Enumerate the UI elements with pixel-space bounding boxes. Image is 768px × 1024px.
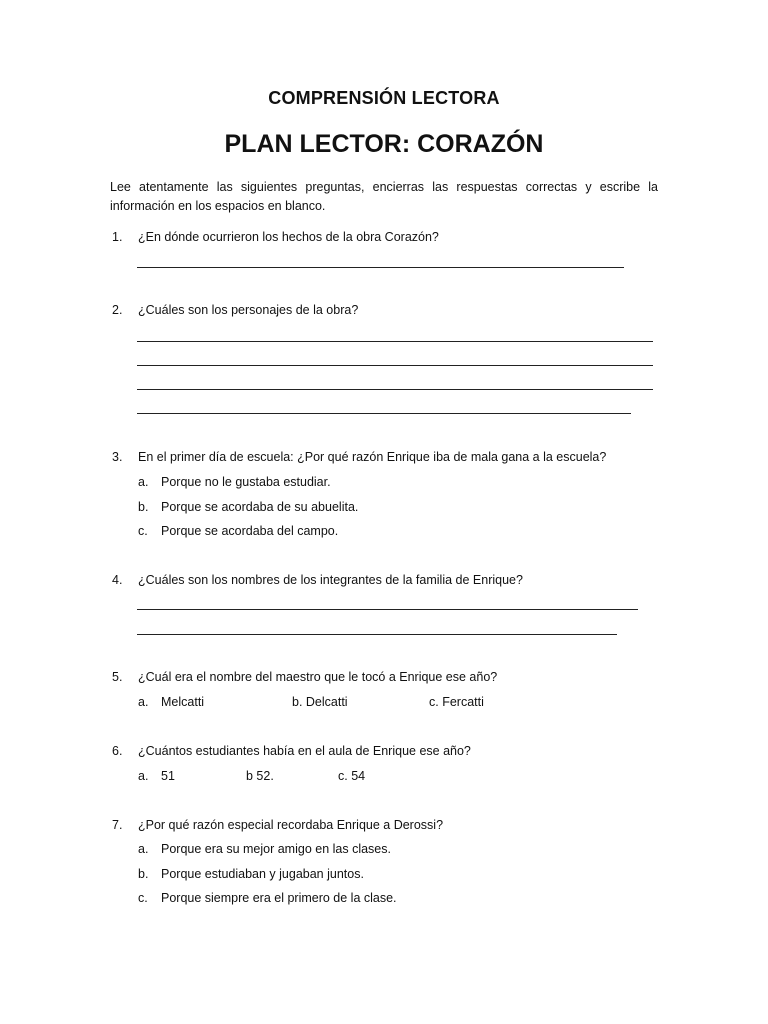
answer-line[interactable] bbox=[137, 413, 631, 414]
worksheet-page: COMPRENSIÓN LECTORA PLAN LECTOR: CORAZÓN Lee atentamente las siguientes preguntas, encierras las respuestas correctas y escribe la información en los espacios en blanco. 1. ¿En dónde ocurrieron los hechos de la obra Corazón? 2. ¿Cuáles son los personajes de la obra? 3. En el primer día de escuela: ¿Por qué razón Enrique iba de mala gana a la escuela? a. Porque no le gustaba estudiar. b. Porque se acordaba de su abuelita. c. Porque se acordaba del campo. 4. ¿Cuáles son los nombres de los integrantes de la familia de Enrique? 5. ¿Cuál era el nombre del maestro que le tocó a Enrique ese año? a. Melcatti b. Delcatti c. Fercatti 6. ¿Cuántos estudiantes había en el aula de Enrique ese año? a. 51 b 52. c. 54 7. ¿Por qué razón especial recordaba Enrique a Derossi? a. Porque era su mejor amigo en las clases. b. Porque estudiaban y jugaban juntos. c. Porque siempre era el primero de la clase. bbox=[0, 0, 768, 1024]
question-text: ¿Cuáles son los nombres de los integrantes de la familia de Enrique? bbox=[138, 573, 523, 587]
question-number: 4. bbox=[112, 573, 123, 587]
answer-line[interactable] bbox=[137, 365, 653, 366]
option-c[interactable]: c. 54 bbox=[338, 769, 366, 783]
page-title: COMPRENSIÓN LECTORA bbox=[268, 88, 500, 108]
question-text: ¿Por qué razón especial recordaba Enrique a Derossi? bbox=[138, 818, 444, 832]
question-number: 1. bbox=[112, 230, 123, 244]
answer-line[interactable] bbox=[137, 609, 638, 610]
question-text: ¿Cuáles son los personajes de la obra? bbox=[138, 303, 359, 317]
option-c[interactable]: c. Fercatti bbox=[429, 695, 484, 709]
question-number: 5. bbox=[112, 670, 123, 684]
question-number: 2. bbox=[112, 303, 123, 317]
question-number: 6. bbox=[112, 744, 123, 758]
question-text: En el primer día de escuela: ¿Por qué razón Enrique iba de mala gana a la escuela? bbox=[138, 450, 607, 464]
question-number: 3. bbox=[112, 450, 123, 464]
option-b[interactable]: b. Delcatti bbox=[292, 695, 348, 709]
answer-line[interactable] bbox=[137, 341, 653, 342]
option-b[interactable]: b 52. bbox=[246, 769, 274, 783]
question-text: ¿En dónde ocurrieron los hechos de la obra Corazón? bbox=[138, 230, 439, 244]
question-number: 7. bbox=[112, 818, 123, 832]
question-text: ¿Cuál era el nombre del maestro que le tocó a Enrique ese año? bbox=[138, 670, 498, 684]
instructions: Lee atentamente las siguientes preguntas, encierras las respuestas correctas y escribe la información en los espacios en blanco. bbox=[110, 180, 658, 213]
question-text: ¿Cuántos estudiantes había en el aula de Enrique ese año? bbox=[138, 744, 471, 758]
page-subtitle: PLAN LECTOR: CORAZÓN bbox=[224, 130, 544, 158]
answer-line[interactable] bbox=[137, 389, 653, 390]
answer-line[interactable] bbox=[137, 267, 624, 268]
answer-line[interactable] bbox=[137, 634, 617, 635]
